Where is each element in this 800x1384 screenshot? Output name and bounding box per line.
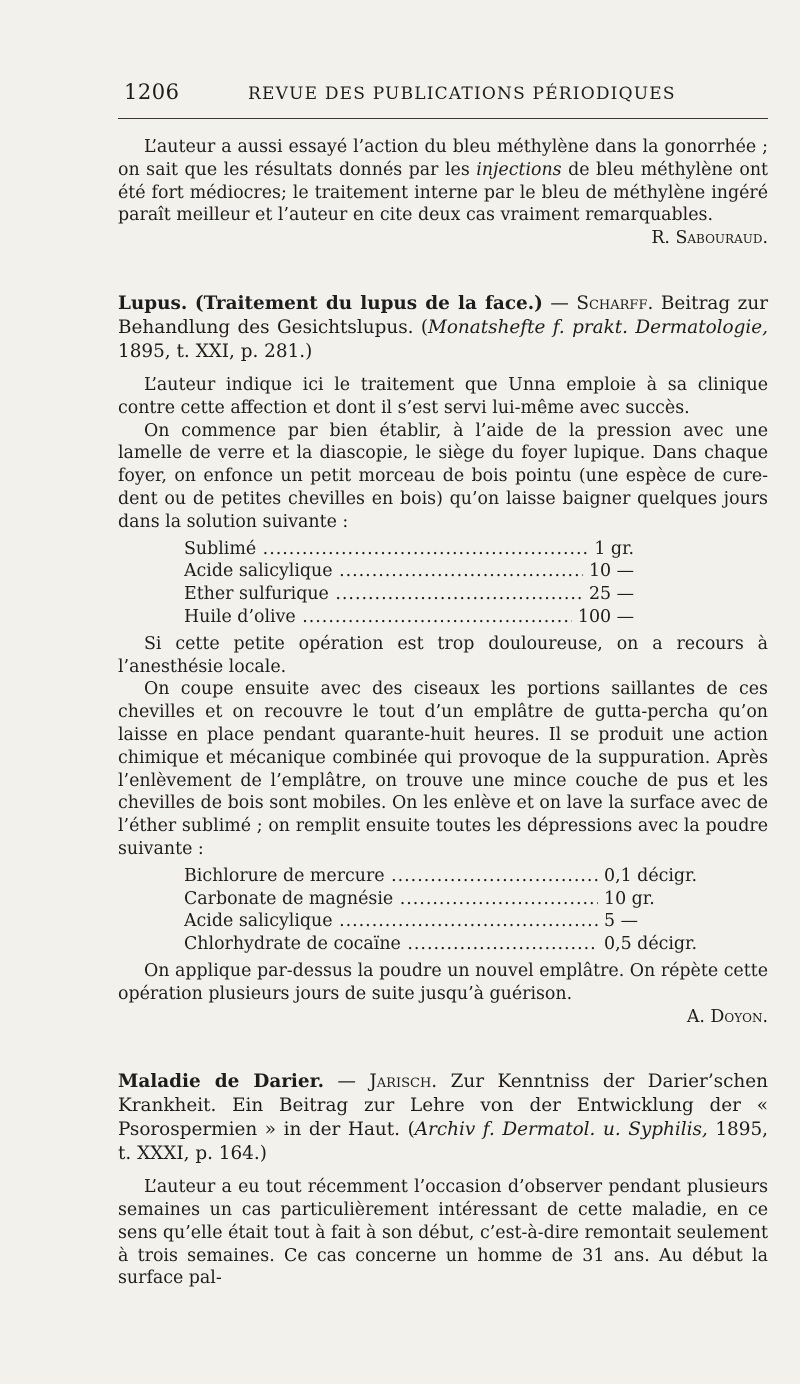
powder-recipe [184, 865, 704, 956]
ingredient-qty: 1 gr. [594, 538, 634, 559]
lupus-journal: Monatshefte f. prakt. Dermatologie, [428, 316, 768, 338]
lupus-paragraph-2: On commence par bien établir, à l’aide de la pression avec une lamelle de verre et la diascopie, le siège du foyer lupique. Dans chaque foyer, on enfonce un petit morceau de bois pointu (une espèce de cure-dent ou de petites chevilles en bois) qu’on laisse baigner quelques jours dans la solution suivante : [118, 420, 768, 532]
darier-title: Maladie de Darier. [118, 1071, 325, 1093]
recipe-row [184, 910, 704, 933]
signature-sabouraud: R. Sabouraud. [651, 228, 768, 249]
intro-text: L’auteur a aussi essayé l’action du bleu méthylène dans la gonorrhée ; on sait que les résultats donnés par les [118, 137, 768, 180]
signature-doyon: A. Doyon. [686, 1006, 768, 1027]
darier-author: Jarisch. [369, 1071, 438, 1093]
header-rule [118, 118, 768, 119]
lupus-paragraph-5: On applique par-dessus la poudre un nouvel emplâtre. On répète cette opération plusieurs jours de suite jusqu’à guérison. [118, 960, 768, 1004]
solution-recipe [184, 538, 634, 629]
ingredient-qty: 0,5 décigr. [604, 934, 697, 955]
lupus-author: Scharff. [576, 292, 654, 314]
recipe-row [184, 888, 704, 911]
ingredient-name: Chlorhydrate de cocaïne ..... [184, 933, 598, 956]
darier-journal: Archiv f. Dermatol. u. Syphilis, [414, 1119, 708, 1141]
ingredient-name: Acide salicylique ..... [184, 560, 583, 583]
lupus-paragraph-1: L’auteur indique ici le traitement que Unna emploie à sa clinique contre cette affection et dont il s’est servi lui-même avec succès. [118, 374, 768, 418]
ingredient-name: Acide salicylique ..... [184, 910, 598, 933]
ingredient-qty: 25 — [588, 584, 634, 605]
intro-italic: injections [476, 159, 562, 180]
lupus-dash: — [542, 292, 577, 314]
lupus-reference: Beitrag zur Behandlung des Gesichtslupus. ( [118, 292, 768, 338]
ingredient-qty: 5 — [604, 911, 638, 932]
lupus-paragraph-4: On coupe ensuite avec des ciseaux les portions saillantes de ces chevilles et on recouvre le tout d’un emplâtre de gutta-percha qu’on laisse en place pendant quarante-huit heures. Il se produit une action chimique et mécanique combinée qui provoque de la suppuration. Après l’enlèvement de l’emplâtre, on trouve une mince couche de pus et les chevilles de bois sont mobiles. On les enlève et on lave la surface avec de l’éther sublimé ; on remplit ensuite toutes les dépressions avec la poudre suivante : [118, 679, 768, 859]
darier-reference: Zur Kenntniss der Darier’schen Krankheit. Ein Beitrag zur Lehre von der Entwicklung der « Psorospermien » in der Haut. ( [118, 1071, 768, 1141]
lupus-heading [118, 292, 768, 364]
page-header [118, 74, 768, 110]
recipe-row [184, 606, 634, 629]
ingredient-name: Sublimé ..... [184, 538, 588, 561]
intro-paragraph [118, 136, 768, 227]
ingredient-name: Carbonate de magnésie ..... [184, 888, 598, 911]
lupus-subtitle: (Traitement du lupus de la face.) [194, 292, 543, 314]
ingredient-qty: 10 — [588, 561, 634, 582]
recipe-row [184, 865, 704, 888]
ingredient-name: Huile d’olive ..... [184, 606, 572, 629]
lupus-title: Lupus. [118, 292, 188, 314]
darier-citation-tail: 1895, t. XXXI, p. 164.) [118, 1119, 769, 1165]
ingredient-qty: 0,1 décigr. [604, 865, 697, 886]
recipe-row [184, 538, 634, 561]
ingredient-qty: 100 — [577, 606, 634, 627]
lupus-paragraph-3: Si cette petite opération est trop douloureuse, on a recours à l’anesthésie locale. [118, 633, 768, 677]
intro-text-end: de bleu méthylène ont été fort médiocres; le traitement interne par le bleu de méthylène ingéré paraît meilleur et l’auteur en cite deux cas vraiment remarquables. [118, 159, 769, 226]
darier-paragraph-1: L’auteur a eu tout récemment l’occasion d’observer pendant plusieurs semaines un cas particulièrement intéressant de cette maladie, en ce sens qu’elle était tout à fait à son début, c’est-à-dire remontait seulement à trois semaines. Ce cas concerne un homme de 31 ans. Au début la surface pal- [118, 1177, 768, 1289]
darier-dash: — [324, 1071, 370, 1093]
recipe-row [184, 933, 704, 956]
page-number: 1206 [124, 80, 180, 104]
recipe-row [184, 560, 634, 583]
recipe-row [184, 583, 634, 606]
ingredient-name: Ether sulfurique ..... [184, 583, 583, 606]
ingredient-name: Bichlorure de mercure ..... [184, 865, 598, 888]
article-body [118, 136, 768, 1290]
lupus-closing [118, 960, 768, 1006]
lupus-citation-tail: 1895, t. XXI, p. 281.) [118, 340, 313, 362]
running-title: REVUE DES PUBLICATIONS PÉRIODIQUES [248, 84, 676, 104]
ingredient-qty: 10 gr. [604, 888, 655, 909]
darier-heading [118, 1070, 768, 1166]
